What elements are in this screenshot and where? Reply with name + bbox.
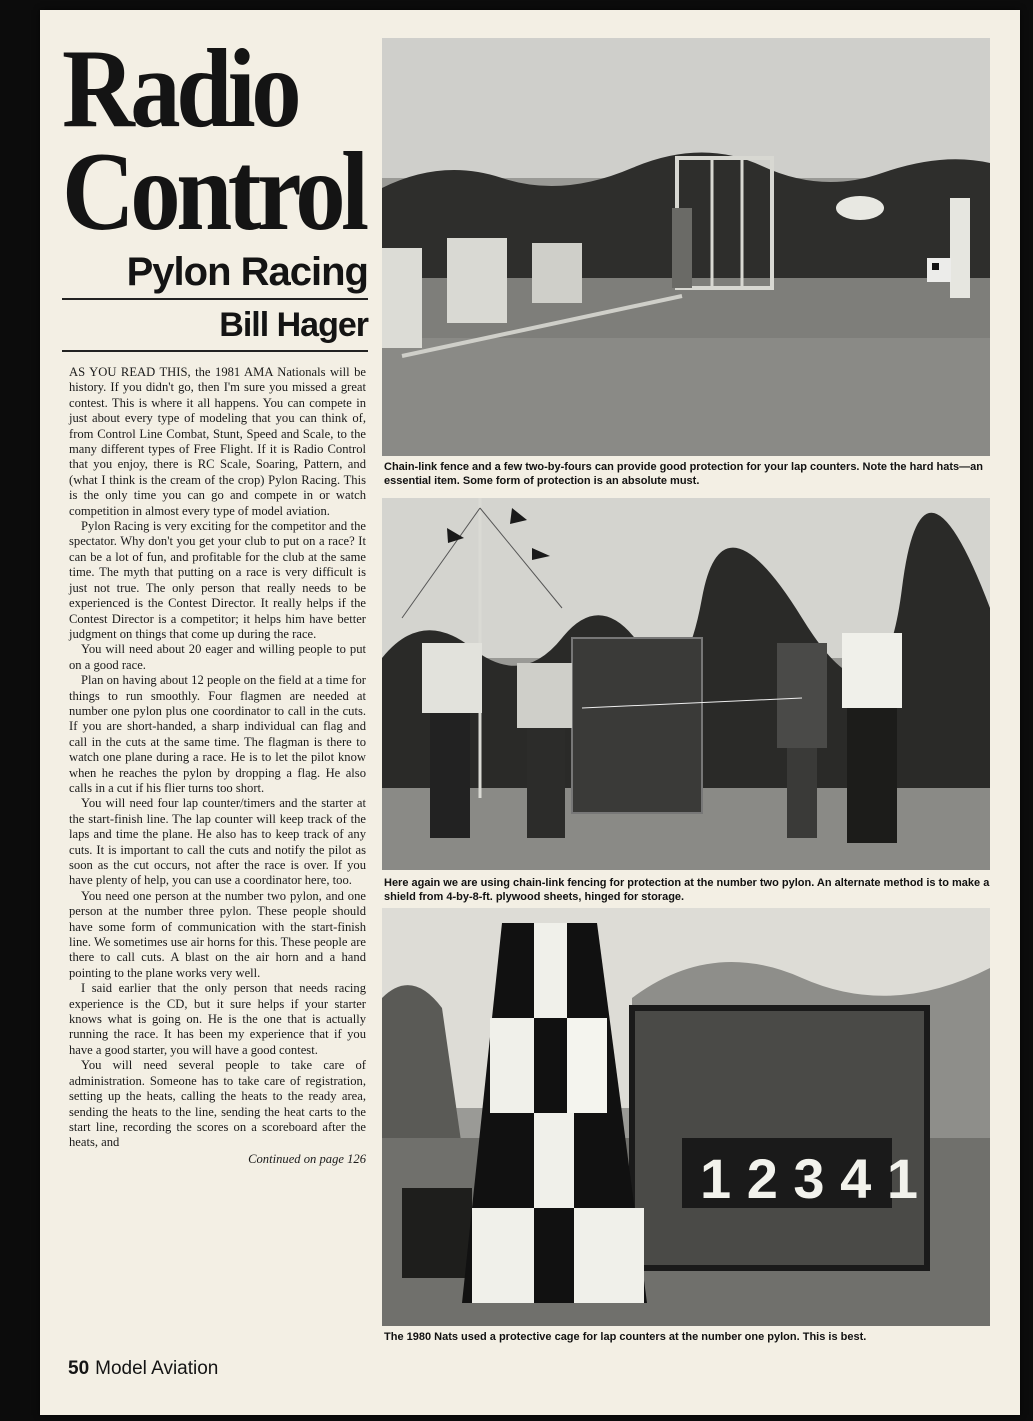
lead-in: AS YOU READ THIS, [69,365,191,379]
photo-number-one-pylon-cage [382,908,990,1326]
photo-lap-counters-image [382,38,990,456]
caption-photo-2: Here again we are using chain-link fencing for protection at the number two pylon. An alternate method is to make a shield from 4-by-8-ft. plywood sheets, hinged for storage. [384,877,990,903]
continued-note: Continued on page 126 [248,1151,366,1166]
article-body [69,365,366,1167]
scoreboard-digits: 1 2 3 4 1 [700,1147,918,1210]
title-control: Control [62,130,365,255]
photo-number-two-pylon-image [382,498,990,870]
byline-divider [62,350,368,352]
title-divider [62,298,368,300]
magazine-page [40,10,1020,1415]
paragraph [69,365,366,519]
paragraph: You need one person at the number two pylon, and one person at the number three pylon. These people should have some form of communication with the start-finish line. We sometimes use air horns for this. These people are there to call cuts. A blast on the air horn and a hand pointing to the plane works very well. [69,888,366,980]
paragraph: Plan on having about 12 people on the field at a time for things to run smoothly. Four flagmen are needed at number one pylon plus one coordinator to call in the cuts. If you are short-handed, a sharp individual can flag and call in the cuts at the same time. The flagman is there to watch one plane during a race. He is to let the pilot know when he reaches the pylon by dropping a flag. He also calls in a cut if his flier turns too short. [69,673,366,795]
paragraph: You will need four lap counter/timers and the starter at the start-finish line. The lap counter will keep track of the laps and time the plane. He also has to keep track of any cuts. It is important to call the cuts and notify the pilot as soon as the cut occurs, not after the race is over. If you have plenty of help, you can use a coordinator here, too. [69,796,366,888]
author-byline: Bill Hager [219,306,368,345]
paragraph: Pylon Racing is very exciting for the competitor and the spectator. Why don't you get your club to put on a race? It can be a lot of fun, and profitable for the club at the same time. The myth that putting on a race is very difficult is just not true. The only person that really needs to be experienced is the Contest Director. It really helps if the Contest Director is a competitor; it helps him have better judgment on things that come up during the race. [69,519,366,641]
magazine-name: Model Aviation [95,1358,219,1379]
caption-photo-1: Chain-link fence and a few two-by-fours can provide good protection for your lap counters. Note the hard hats—an essential item. Some form of protection is an absolute must. [384,461,983,487]
photo-number-one-pylon-cage-image [382,908,990,1326]
title-radio: Radio [62,27,298,151]
page-number: 50 [68,1358,90,1379]
subtitle: Pylon Racing [126,250,368,295]
page-footer [68,1358,218,1380]
paragraph: You will need several people to take care of administration. Someone has to take care of registration, setting up the heats, calling the heats to the ready area, sending the heats to the line, sending the heat carts to the start line, recording the scores on a scoreboard after the heats, and [69,1058,366,1150]
photo-number-two-pylon [382,498,990,870]
paragraph-text: the 1981 AMA Nationals will be history. If you didn't go, then I'm sure you missed a great contest. This is where it all happens. You can compete in just about every type of modeling that you can think of, from Control Line Combat, Stunt, Speed and Scale, to the many different types of Free Flight. If it is Radio Control that you enjoy, there is RC Scale, Soaring, Pattern, and (what I think is the cream of the crop) Pylon Racing. This is the only time you can go and compete in or watch competition in almost every type of model aviation. [69,365,366,518]
photo-lap-counters [382,38,990,456]
caption-photo-3: The 1980 Nats used a protective cage for lap counters at the number one pylon. This is best. [384,1331,867,1343]
paragraph: You will need about 20 eager and willing people to put on a good race. [69,642,366,672]
article-title-block [62,27,368,352]
paragraph: I said earlier that the only person that needs racing experience is the CD, but it sure helps if your starter knows what is going on. He is the one that is actually running the race. It has been my experience that if you have a good starter, you will have a good contest. [69,981,366,1057]
